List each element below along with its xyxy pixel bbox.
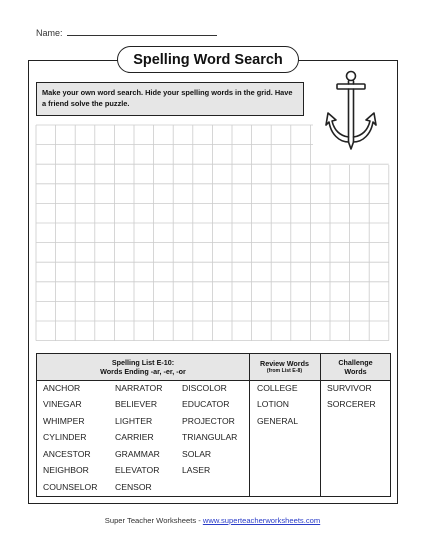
list-item: COUNSELOR <box>43 482 98 492</box>
list-item: CYLINDER <box>43 432 87 442</box>
review-word: LOTION <box>257 399 289 409</box>
review-word: COLLEGE <box>257 383 298 393</box>
list-item: LIGHTER <box>115 416 153 426</box>
list-item: ANCHOR <box>43 383 81 393</box>
spelling-list-table <box>36 353 391 497</box>
list-item: SOLAR <box>182 449 212 459</box>
list-item: ELEVATOR <box>115 465 160 475</box>
list-item: VINEGAR <box>43 399 82 409</box>
page-title <box>117 46 299 73</box>
list-item: TRIANGULAR <box>182 432 238 442</box>
header-review-words <box>249 354 320 380</box>
footer <box>0 516 425 525</box>
list-item: GRAMMAR <box>115 449 160 459</box>
page-title-text: Spelling Word Search <box>133 51 283 68</box>
list-item: NARRATOR <box>115 383 163 393</box>
name-label: Name: <box>36 28 63 38</box>
header-challenge-words <box>320 354 391 380</box>
header-review-sub: (from List E-8) <box>266 368 303 374</box>
review-word: GENERAL <box>257 416 299 426</box>
instructions-text: Make your own word search. Hide your spelling words in the grid. Have a friend solve the puzzle. <box>42 88 293 108</box>
list-item: CENSOR <box>115 482 152 492</box>
anchor-icon <box>323 70 379 154</box>
instructions-box <box>36 82 304 116</box>
list-item: EDUCATOR <box>182 399 230 409</box>
list-item: PROJECTOR <box>182 416 235 426</box>
list-item: WHIMPER <box>43 416 85 426</box>
header-spelling-list <box>37 354 249 380</box>
challenge-word: SURVIVOR <box>327 383 372 393</box>
header-spelling-list-line2: Words Ending -ar, -er, -or <box>100 367 186 376</box>
list-item: LASER <box>182 465 211 475</box>
header-challenge-line2: Words <box>344 367 367 376</box>
list-item: BELIEVER <box>115 399 158 409</box>
list-item: ANCESTOR <box>43 449 91 459</box>
list-item: DISCOLOR <box>182 383 227 393</box>
header-review-title: Review Words <box>260 359 309 368</box>
footer-text: Super Teacher Worksheets - <box>104 516 203 525</box>
list-item: CARRIER <box>115 432 154 442</box>
list-item: NEIGHBOR <box>43 465 89 475</box>
header-spelling-list-line1: Spelling List E-10: <box>111 358 175 367</box>
header-challenge-line1: Challenge <box>338 358 373 367</box>
footer-link[interactable]: www.superteacherworksheets.com <box>202 516 321 525</box>
challenge-word: SORCERER <box>327 399 376 409</box>
